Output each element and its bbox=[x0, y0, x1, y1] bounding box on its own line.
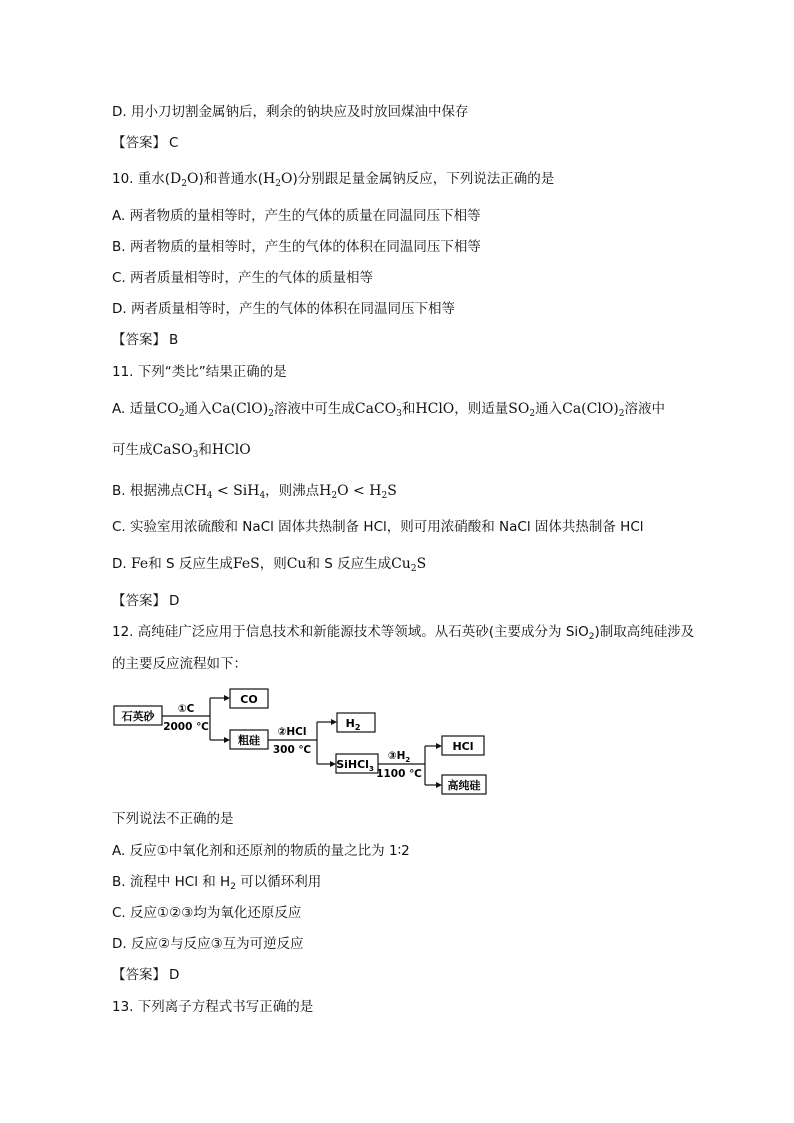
text: 溶液中可生成 bbox=[273, 401, 355, 417]
text: )制取高纯硅涉及 bbox=[594, 624, 695, 640]
q10-answer bbox=[112, 331, 178, 349]
formula-part: CaSO bbox=[152, 442, 193, 458]
sihcl3-label bbox=[336, 758, 374, 773]
step2-temp: 300 ℃ bbox=[272, 744, 312, 756]
formula-cu2s bbox=[391, 556, 426, 572]
q12-answer bbox=[112, 966, 179, 984]
less-than-sign: < bbox=[348, 483, 370, 499]
formula-part: O bbox=[280, 171, 293, 187]
formula-caco3 bbox=[355, 401, 402, 417]
text: ，则 bbox=[259, 556, 287, 572]
formula-so2 bbox=[508, 401, 535, 417]
sihcl3-sub: 3 bbox=[368, 765, 374, 773]
q10-stem-text-2: )和普通水( bbox=[198, 171, 264, 187]
formula-caclo2 bbox=[562, 401, 624, 417]
answer-value: B bbox=[169, 332, 179, 348]
formula-part: H bbox=[369, 483, 382, 499]
answer-label: 【答案】 bbox=[112, 332, 166, 348]
formula-part: Cu bbox=[391, 556, 411, 572]
text: 和 S 反应生成 bbox=[148, 556, 233, 572]
formula-subscript: 2 bbox=[381, 491, 388, 501]
formula-subscript: 4 bbox=[206, 491, 213, 501]
formula-part: CH bbox=[183, 483, 207, 499]
formula-part: O bbox=[337, 483, 349, 499]
text: 和 bbox=[198, 442, 212, 458]
formula-subscript: 2 bbox=[410, 564, 417, 574]
formula-part: S bbox=[387, 483, 397, 499]
text: 12. 高纯硅广泛应用于信息技术和新能源技术等领域。从石英砂(主要成分为 SiO bbox=[112, 624, 589, 640]
q13-stem: 13. 下列离子方程式书写正确的是 bbox=[112, 999, 314, 1015]
formula-part: H bbox=[319, 483, 332, 499]
q10-option-a: A. 两者物质的量相等时，产生的气体的质量在同温同压下相等 bbox=[112, 208, 481, 224]
formula-part: O bbox=[187, 171, 199, 187]
q12-stem-line-1 bbox=[112, 623, 694, 646]
h2-label bbox=[346, 717, 361, 732]
q10-stem-text-3: )分别跟足量金属钠反应，下列说法正确的是 bbox=[292, 171, 555, 187]
step1-reagent: ①C bbox=[177, 703, 195, 715]
quartz-sand-label: 石英砂 bbox=[121, 710, 155, 723]
subscript: 2 bbox=[230, 882, 236, 892]
formula-h2o bbox=[263, 171, 292, 187]
text: B. 流程中 HCl 和 H bbox=[112, 874, 231, 890]
text: 可生成 bbox=[112, 442, 153, 458]
formula-subscript: 2 bbox=[275, 179, 281, 189]
q11-stem: 11. 下列“类比”结果正确的是 bbox=[112, 364, 287, 380]
step2-reagent: ②HCl bbox=[277, 726, 307, 738]
formula-h2s bbox=[369, 483, 397, 499]
formula-fes: FeS bbox=[232, 556, 260, 572]
crude-si-label: 粗硅 bbox=[238, 734, 260, 747]
reaction-flowchart bbox=[112, 682, 492, 800]
formula-caso3 bbox=[153, 442, 199, 458]
formula-part: S bbox=[416, 556, 427, 572]
formula-subscript: 2 bbox=[178, 409, 185, 419]
q10-option-d: D. 两者质量相等时，产生的气体的体积在同温同压下相等 bbox=[112, 301, 455, 317]
text: ，则沸点 bbox=[265, 483, 320, 499]
q12-option-c: C. 反应①②③均为氧化还原反应 bbox=[112, 905, 302, 921]
formula-co2 bbox=[157, 401, 185, 417]
formula-subscript: 2 bbox=[268, 409, 274, 419]
text: 通入 bbox=[184, 401, 212, 417]
formula-part: D bbox=[170, 171, 182, 187]
q10-stem-text-1: 10. 重水( bbox=[112, 171, 171, 187]
formula-part: Ca(ClO) bbox=[211, 401, 269, 417]
q10-option-b: B. 两者物质的量相等时，产生的气体的体积在同温同压下相等 bbox=[112, 239, 481, 255]
q12-option-d: D. 反应②与反应③互为可逆反应 bbox=[112, 936, 304, 952]
h2-main: H bbox=[345, 717, 355, 730]
answer-value: C bbox=[169, 135, 179, 151]
formula-subscript: 3 bbox=[396, 409, 402, 419]
step1-temp: 2000 ℃ bbox=[163, 721, 209, 733]
q11-option-c: C. 实验室用浓硫酸和 NaCl 固体共热制备 HCl，则可用浓硝酸和 NaCl 固体共热制备 HCl bbox=[112, 519, 644, 535]
formula-ch4 bbox=[184, 483, 213, 499]
q9-answer bbox=[112, 134, 178, 152]
formula-part: SiH bbox=[233, 483, 260, 499]
text: 可以循环利用 bbox=[235, 874, 322, 890]
formula-subscript: 2 bbox=[529, 409, 536, 419]
q10-stem bbox=[112, 170, 554, 193]
answer-value: D bbox=[169, 967, 180, 983]
step3-reagent-main: ③H bbox=[387, 750, 406, 762]
answer-value: D bbox=[169, 593, 180, 609]
text: D. bbox=[112, 556, 131, 572]
pure-si-label: 高纯硅 bbox=[447, 779, 481, 792]
step3-reagent bbox=[388, 750, 411, 764]
formula-subscript: 4 bbox=[259, 491, 266, 501]
formula-sih4 bbox=[233, 483, 265, 499]
q12-option-a: A. 反应①中氧化剂和还原剂的物质的量之比为 1∶2 bbox=[112, 843, 410, 859]
answer-label: 【答案】 bbox=[112, 593, 166, 609]
formula-part: SO bbox=[508, 401, 530, 417]
text: ，则适量 bbox=[454, 401, 509, 417]
step3-temp: 1100 ℃ bbox=[376, 768, 422, 780]
formula-part: H bbox=[263, 171, 276, 187]
subscript: 2 bbox=[588, 632, 595, 642]
formula-cu: Cu bbox=[286, 556, 307, 572]
q11-option-b bbox=[112, 482, 397, 505]
formula-part: Ca(ClO) bbox=[562, 401, 619, 417]
q11-option-d bbox=[112, 555, 426, 578]
answer-label: 【答案】 bbox=[112, 135, 166, 151]
q9-option-d: D. 用小刀切割金属钠后，剩余的钠块应及时放回煤油中保存 bbox=[112, 104, 469, 120]
formula-hclo: HClO bbox=[415, 401, 455, 417]
formula-subscript: 2 bbox=[331, 491, 338, 501]
text: B. 根据沸点 bbox=[112, 483, 184, 499]
text: 和 S 反应生成 bbox=[306, 556, 392, 572]
formula-h2o bbox=[319, 483, 348, 499]
q12-option-b bbox=[112, 873, 321, 896]
q10-option-c: C. 两者质量相等时，产生的气体的质量相等 bbox=[112, 270, 374, 286]
formula-subscript: 2 bbox=[618, 409, 625, 419]
q11-answer bbox=[112, 592, 179, 610]
formula-part: CaCO bbox=[354, 401, 397, 417]
answer-label: 【答案】 bbox=[112, 967, 166, 983]
hcl-label: HCl bbox=[452, 740, 474, 753]
q12-question: 下列说法不正确的是 bbox=[112, 811, 234, 827]
text: 和 bbox=[401, 401, 416, 417]
co-label: CO bbox=[240, 693, 258, 706]
formula-hclo: HClO bbox=[211, 442, 251, 458]
formula-part: CO bbox=[156, 401, 179, 417]
less-than-sign: < bbox=[212, 483, 234, 499]
q11-option-a-cont bbox=[112, 441, 251, 464]
q11-option-a bbox=[112, 400, 665, 423]
formula-subscript: 2 bbox=[181, 179, 187, 189]
text: 溶液中 bbox=[624, 401, 665, 417]
formula-caclo2 bbox=[212, 401, 274, 417]
formula-subscript: 3 bbox=[192, 450, 199, 460]
text: A. 适量 bbox=[112, 401, 157, 417]
formula-d2o bbox=[170, 171, 198, 187]
q12-stem-line-2: 的主要反应流程如下： bbox=[112, 656, 247, 672]
sihcl3-main: SiHCl bbox=[336, 758, 369, 771]
step3-reagent-sub: 2 bbox=[405, 756, 411, 764]
h2-sub: 2 bbox=[354, 723, 361, 732]
text: 通入 bbox=[535, 401, 563, 417]
formula-fe: Fe bbox=[130, 556, 149, 572]
